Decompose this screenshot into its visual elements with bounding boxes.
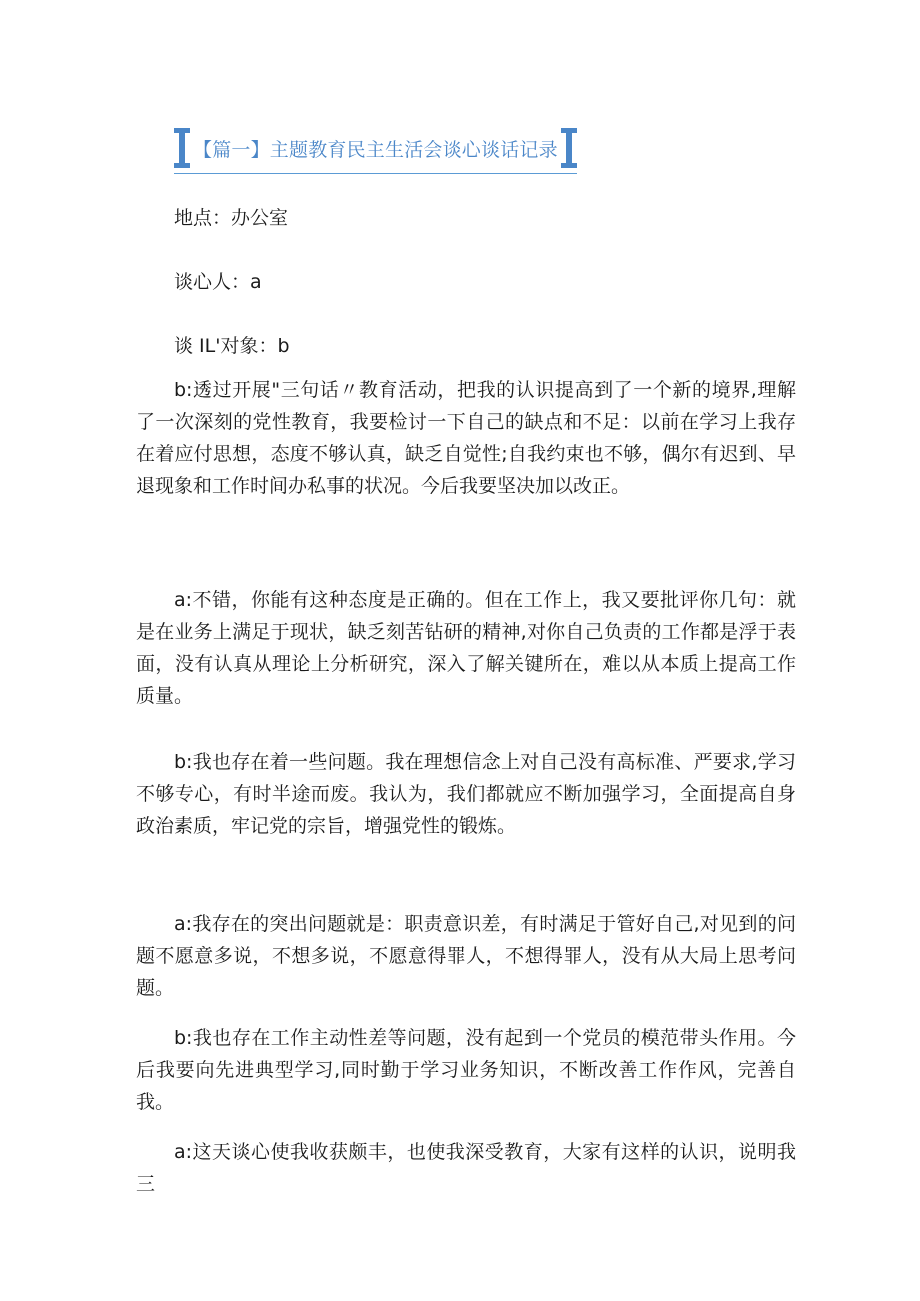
- right-ibeam-icon: [561, 128, 577, 168]
- meta-target: 谈 IL'对象：b: [174, 335, 290, 357]
- paragraph-3: b:我也存在着一些问题。我在理想信念上对自己没有高标准、严要求,学习不够专心，有时半途而废。我认为，我们都就应不断加强学习，全面提高自身政治素质，牢记党的宗旨，增强党性的锻炼。: [136, 751, 796, 837]
- paragraph-5: b:我也存在工作主动性差等问题，没有起到一个党员的模范带头作用。今后我要向先进典型学习,同时勤于学习业务知识，不断改善工作作风，完善自我。: [136, 1027, 796, 1113]
- paragraph-6: a:这天谈心使我收获颇丰，也使我深受教育，大家有这样的认识，说明我三: [136, 1141, 796, 1195]
- heading-title: 【篇一】主题教育民主生活会谈心谈话记录: [193, 138, 558, 161]
- paragraph-1: b:透过开展"三句话〃教育活动，把我的认识提高到了一个新的境界,理解了一次深刻的党性教育，我要检讨一下自己的缺点和不足：以前在学习上我存在着应付思想，态度不够认真，缺乏自觉性;自我约束也不够，偶尔有迟到、早退现象和工作时间办私事的状况。今后我要坚决加以改正。: [136, 379, 796, 497]
- paragraph-4: a:我存在的突出问题就是：职责意识差，有时满足于管好自己,对见到的问题不愿意多说，不想多说，不愿意得罪人，不想得罪人，没有从大局上思考问题。: [136, 913, 796, 999]
- meta-location: 地点：办公室: [174, 207, 289, 229]
- meta-speaker: 谈心人：a: [174, 271, 262, 293]
- paragraph-2: a:不错，你能有这种态度是正确的。但在工作上，我又要批评你几句：就是在业务上满足于现状，缺乏刻苦钻研的精神,对你自己负责的工作都是浮于表面，没有认真从理论上分析研究，深入了解关键所在，难以从本质上提高工作质量。: [136, 589, 796, 707]
- left-ibeam-icon: [174, 128, 190, 168]
- section-heading: [174, 125, 577, 174]
